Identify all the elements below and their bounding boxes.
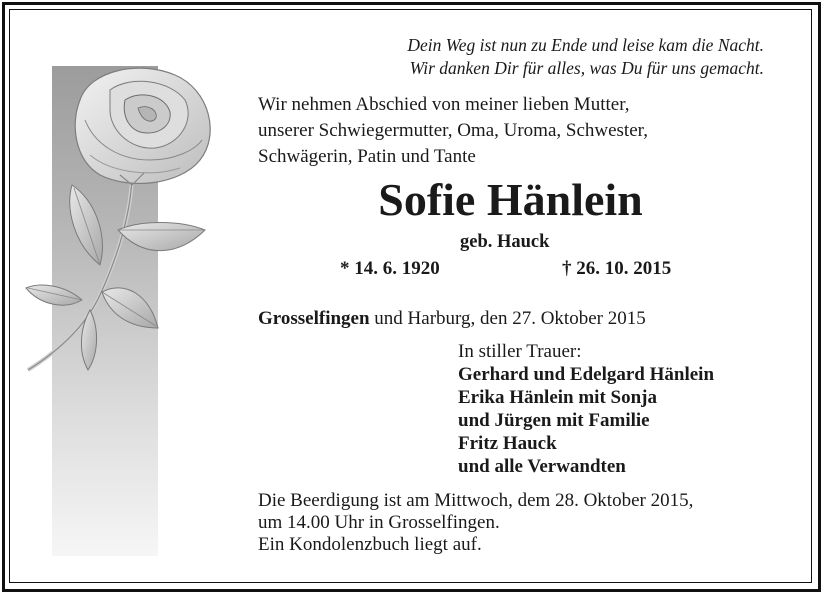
intro-text	[258, 92, 648, 170]
motto-verse	[407, 34, 764, 80]
maiden-name: geb. Hauck	[460, 232, 550, 252]
rose-icon	[20, 60, 220, 380]
mourner-name: Gerhard und Edelgard Hänlein	[458, 364, 715, 385]
mourner-name: Erika Hänlein mit Sonja	[458, 387, 657, 408]
mourner-name: und Jürgen mit Familie	[458, 410, 650, 431]
intro-line-3: Schwägerin, Patin und Tante	[258, 146, 476, 167]
place-name: Grosselfingen	[258, 308, 370, 329]
motto-line-1: Dein Weg ist nun zu Ende und leise kam die Nacht.	[407, 35, 764, 55]
birth-date: * 14. 6. 1920	[340, 258, 440, 279]
place-date-rest: und Harburg, den 27. Oktober 2015	[369, 308, 646, 329]
death-date: † 26. 10. 2015	[562, 258, 672, 279]
mourning-heading: In stiller Trauer:	[458, 341, 582, 362]
mourner-name: und alle Verwandten	[458, 456, 626, 477]
mourner-name: Fritz Hauck	[458, 433, 557, 454]
funeral-info	[258, 490, 693, 556]
deceased-name: Sofie Hänlein	[378, 174, 643, 225]
funeral-line-2: um 14.00 Uhr in Grosselfingen.	[258, 512, 500, 533]
place-date-line	[258, 308, 646, 330]
funeral-line-3: Ein Kondolenzbuch liegt auf.	[258, 534, 482, 555]
motto-line-2: Wir danken Dir für alles, was Du für uns gemacht.	[409, 58, 764, 78]
intro-line-1: Wir nehmen Abschied von meiner lieben Mutter,	[258, 94, 630, 115]
mourners-block	[458, 340, 714, 478]
funeral-line-1: Die Beerdigung ist am Mittwoch, dem 28. Oktober 2015,	[258, 490, 694, 511]
intro-line-2: unserer Schwiegermutter, Oma, Uroma, Schwester,	[258, 120, 648, 141]
